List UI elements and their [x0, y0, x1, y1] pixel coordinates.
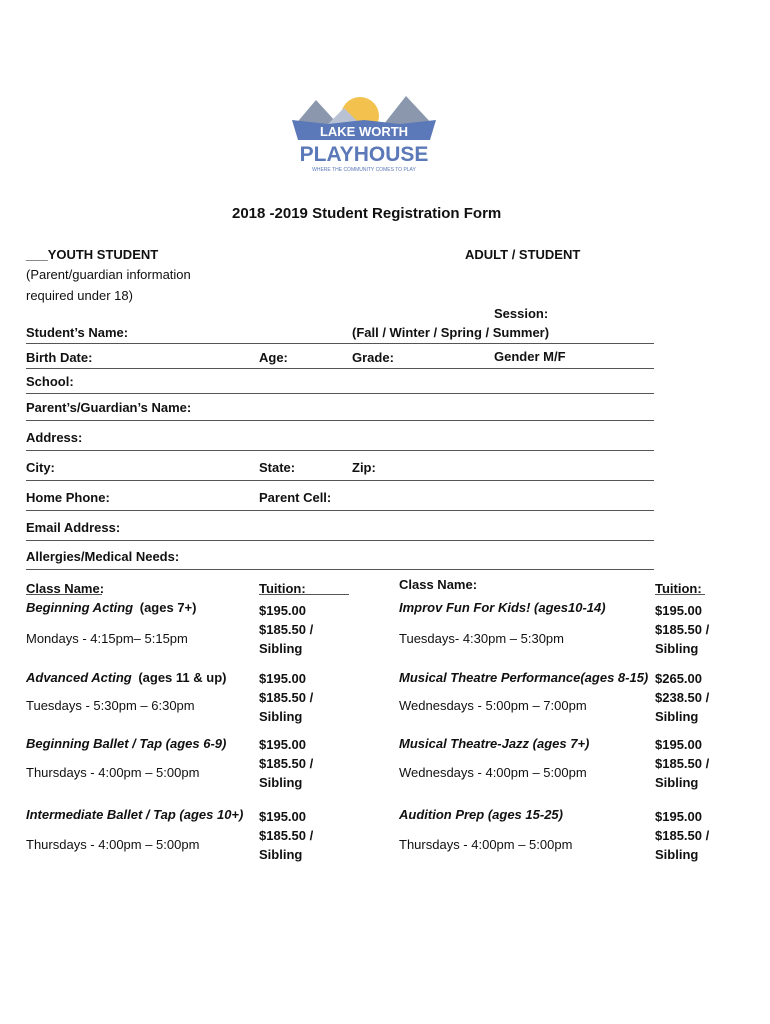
school-line[interactable]	[26, 393, 654, 394]
tuition-sibling-price: $185.50 /	[655, 828, 710, 843]
phone-line[interactable]	[26, 510, 654, 511]
tuition-price: $195.00	[259, 671, 306, 686]
logo-line1: LAKE WORTH	[319, 124, 409, 139]
tuition-sibling-price: $185.50 /	[259, 756, 314, 771]
guardian-name-line[interactable]	[26, 420, 654, 421]
zip-label: Zip:	[352, 460, 376, 475]
tuition-sibling-price: $185.50 /	[259, 828, 314, 843]
class-schedule-left-2: Tuesdays - 5:30pm – 6:30pm	[26, 698, 195, 713]
home-phone-label: Home Phone:	[26, 490, 110, 505]
allergies-line[interactable]	[26, 569, 654, 570]
tuition-right-1	[655, 601, 709, 658]
gender-label: Gender M/F	[494, 349, 566, 364]
session-options[interactable]: (Fall / Winter / Spring / Summer)	[352, 325, 550, 340]
state-label: State:	[259, 460, 296, 475]
city-line[interactable]	[26, 480, 654, 481]
class-name: Beginning Ballet / Tap (ages 6-9)	[26, 736, 227, 751]
tuition-price: $195.00	[655, 809, 702, 824]
parent-cell-label: Parent Cell:	[259, 490, 332, 505]
class-name-underline-left	[26, 594, 102, 595]
tuition-right-4	[655, 807, 709, 864]
tuition-header-right: Tuition:	[655, 581, 702, 596]
youth-note-line1: (Parent/guardian information	[26, 267, 191, 282]
class-title-right-1: Improv Fun For Kids! (ages10-14)	[399, 600, 606, 615]
tuition-sibling-label: Sibling	[655, 641, 699, 656]
email-line[interactable]	[26, 540, 654, 541]
tuition-price: $195.00	[259, 737, 306, 752]
tuition-sibling-price: $185.50 /	[259, 622, 314, 637]
school-label: School:	[26, 374, 74, 389]
tuition-underline-left	[259, 594, 349, 595]
tuition-sibling-label: Sibling	[259, 709, 303, 724]
tuition-sibling-label: Sibling	[655, 709, 699, 724]
logo-graphic	[288, 90, 440, 174]
logo-line2: PLAYHOUSE	[299, 143, 429, 166]
class-age: (ages 7+)	[139, 600, 197, 615]
form-title: 2018 -2019 Student Registration Form	[232, 205, 502, 222]
class-name: Intermediate Ballet / Tap (ages 10+)	[26, 807, 244, 822]
tuition-sibling-label: Sibling	[259, 641, 303, 656]
logo-tagline: WHERE THE COMMUNITY COMES TO PLAY	[312, 167, 416, 173]
class-schedule-left-1: Mondays - 4:15pm– 5:15pm	[26, 631, 188, 646]
tuition-price: $195.00	[259, 603, 306, 618]
tuition-underline-right	[655, 594, 705, 595]
tuition-left-2	[259, 669, 313, 726]
birth-date-label: Birth Date:	[26, 350, 93, 365]
tuition-sibling-price: $185.50 /	[655, 756, 710, 771]
class-title-right-2: Musical Theatre Performance(ages 8-15)	[399, 670, 649, 685]
email-label: Email Address:	[26, 520, 121, 535]
class-name: Beginning Acting	[26, 600, 134, 615]
class-title-left-4	[26, 807, 243, 822]
class-title-right-3: Musical Theatre-Jazz (ages 7+)	[399, 736, 590, 751]
tuition-left-3	[259, 735, 313, 792]
class-age: (ages 11 & up)	[138, 670, 227, 685]
tuition-right-3	[655, 735, 709, 792]
tuition-sibling-label: Sibling	[259, 847, 303, 862]
tuition-sibling-label: Sibling	[655, 775, 699, 790]
guardian-name-label: Parent’s/Guardian’s Name:	[26, 400, 192, 415]
class-name-header-right: Class Name:	[399, 577, 478, 592]
address-label: Address:	[26, 430, 83, 445]
address-line[interactable]	[26, 450, 654, 451]
class-title-left-2	[26, 670, 226, 685]
youth-student-option[interactable]: ___YOUTH STUDENT	[26, 247, 159, 262]
tuition-price: $195.00	[259, 809, 306, 824]
class-schedule-right-2: Wednesdays - 5:00pm – 7:00pm	[399, 698, 587, 713]
birth-date-line[interactable]	[26, 368, 654, 369]
allergies-label: Allergies/Medical Needs:	[26, 549, 180, 564]
class-schedule-right-1: Tuesdays- 4:30pm – 5:30pm	[399, 631, 564, 646]
city-label: City:	[26, 460, 55, 475]
tuition-sibling-label: Sibling	[259, 775, 303, 790]
class-schedule-left-3: Thursdays - 4:00pm – 5:00pm	[26, 765, 200, 780]
tuition-right-2	[655, 669, 709, 726]
class-schedule-right-3: Wednesdays - 4:00pm – 5:00pm	[399, 765, 587, 780]
tuition-left-1	[259, 601, 313, 658]
tuition-sibling-price: $238.50 /	[655, 690, 710, 705]
age-label: Age:	[259, 350, 288, 365]
tuition-price: $195.00	[655, 737, 702, 752]
session-label: Session:	[494, 306, 549, 321]
tuition-header-left: Tuition:	[259, 581, 306, 596]
grade-label: Grade:	[352, 350, 394, 365]
class-schedule-right-4: Thursdays - 4:00pm – 5:00pm	[399, 837, 573, 852]
tuition-sibling-price: $185.50 /	[259, 690, 314, 705]
adult-student-option[interactable]: ADULT / STUDENT	[465, 247, 581, 262]
class-schedule-left-4: Thursdays - 4:00pm – 5:00pm	[26, 837, 200, 852]
tuition-price: $265.00	[655, 671, 702, 686]
tuition-sibling-price: $185.50 /	[655, 622, 710, 637]
youth-note-line2: required under 18)	[26, 288, 133, 303]
tuition-sibling-label: Sibling	[655, 847, 699, 862]
class-title-right-4: Audition Prep (ages 15-25)	[399, 807, 563, 822]
class-name: Advanced Acting	[26, 670, 132, 685]
tuition-left-4	[259, 807, 313, 864]
student-name-label: Student’s Name:	[26, 325, 129, 340]
student-name-line[interactable]	[26, 343, 654, 344]
playhouse-logo	[288, 90, 440, 174]
class-name-header-left: Class Name:	[26, 581, 105, 596]
tuition-price: $195.00	[655, 603, 702, 618]
class-title-left-3	[26, 736, 226, 751]
class-title-left-1	[26, 600, 196, 615]
